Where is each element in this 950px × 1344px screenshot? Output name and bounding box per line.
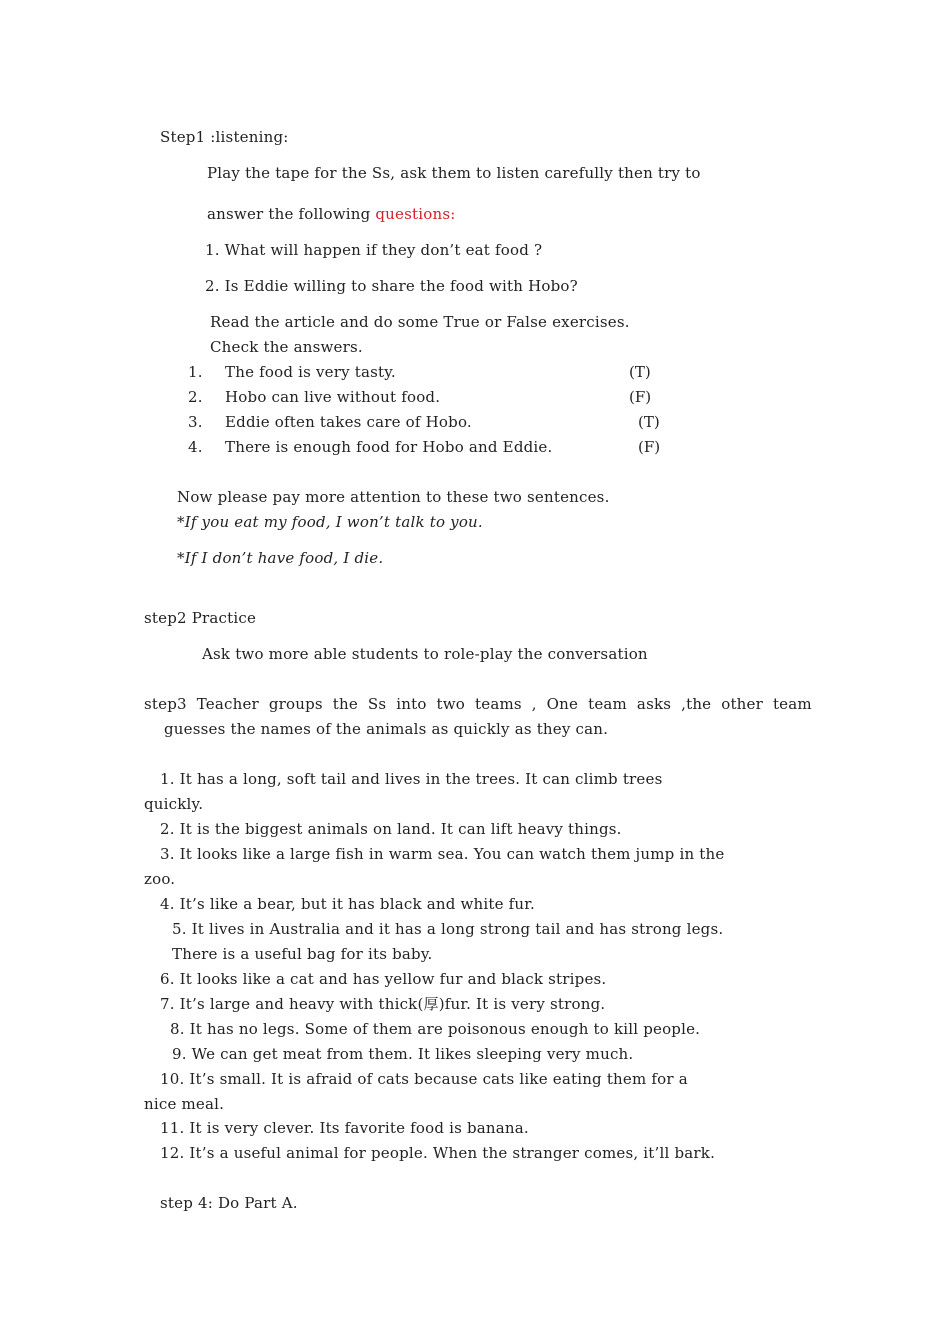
step1-intro-line2 (207, 205, 455, 223)
tf-text: There is enough food for Hobo and Eddie. (225, 438, 553, 456)
tf-number: 1. (188, 363, 203, 381)
tf-text: Hobo can live without food. (225, 388, 441, 406)
step2-text: Ask two more able students to role-play the conversation (202, 645, 648, 663)
riddle-line: 5. It lives in Australia and it has a long strong tail and has strong legs. (172, 920, 724, 938)
step2-heading: step2 Practice (144, 609, 257, 627)
riddle-line: 8. It has no legs. Some of them are poisonous enough to kill people. (170, 1020, 701, 1038)
instruction-check: Check the answers. (210, 338, 363, 356)
tf-number: 3. (188, 413, 203, 431)
tf-answer-3: (T) (638, 413, 660, 431)
instruction-read: Read the article and do some True or False exercises. (210, 313, 630, 331)
tf-item-3 (188, 413, 472, 431)
attention-line: Now please pay more attention to these two sentences. (177, 488, 610, 506)
step3-line2: guesses the names of the animals as quickly as they can. (164, 720, 609, 738)
question-1: 1. What will happen if they don’t eat food ? (205, 241, 543, 259)
tf-item-2 (188, 388, 440, 406)
step4-heading: step 4: Do Part A. (160, 1194, 298, 1212)
riddle-line: 11. It is very clever. Its favorite food is banana. (160, 1119, 529, 1137)
tf-number: 4. (188, 438, 203, 456)
step1-intro-line1: Play the tape for the Ss, ask them to listen carefully then try to (207, 164, 701, 182)
tf-answer-1: (T) (629, 363, 651, 381)
tf-item-4 (188, 438, 552, 456)
intro-line2-prefix: answer the following (207, 205, 376, 223)
riddle-line: There is a useful bag for its baby. (172, 945, 433, 963)
riddle-line: nice meal. (144, 1095, 225, 1113)
tf-number: 2. (188, 388, 203, 406)
riddle-line: 9. We can get meat from them. It likes sleeping very much. (172, 1045, 634, 1063)
riddle-line: 10. It’s small. It is afraid of cats because cats like eating them for a (160, 1070, 688, 1088)
tf-answer-4: (F) (638, 438, 661, 456)
step3-line1: step3 Teacher groups the Ss into two teams , One team asks ,the other team (144, 695, 812, 713)
tf-text: Eddie often takes care of Hobo. (225, 413, 472, 431)
riddle-line: zoo. (144, 870, 176, 888)
sentence-2: *If I don’t have food, I die. (177, 549, 384, 567)
riddle-line: quickly. (144, 795, 204, 813)
question-2: 2. Is Eddie willing to share the food with Hobo? (205, 277, 578, 295)
step1-heading: Step1 :listening: (160, 128, 289, 146)
sentence-1: *If you eat my food, I won’t talk to you. (177, 513, 483, 531)
riddle-line: 4. It’s like a bear, but it has black and white fur. (160, 895, 535, 913)
riddle-line: 7. It’s large and heavy with thick(厚)fur. It is very strong. (160, 995, 606, 1013)
tf-text: The food is very tasty. (225, 363, 396, 381)
riddle-line: 6. It looks like a cat and has yellow fur and black stripes. (160, 970, 607, 988)
riddle-line: 12. It’s a useful animal for people. When the stranger comes, it’ll bark. (160, 1144, 716, 1162)
tf-answer-2: (F) (629, 388, 652, 406)
riddle-line: 2. It is the biggest animals on land. It can lift heavy things. (160, 820, 622, 838)
riddle-line: 1. It has a long, soft tail and lives in the trees. It can climb trees (160, 770, 663, 788)
riddle-line: 3. It looks like a large fish in warm sea. You can watch them jump in the (160, 845, 725, 863)
questions-highlight: questions: (375, 205, 456, 223)
tf-item-1 (188, 363, 396, 381)
